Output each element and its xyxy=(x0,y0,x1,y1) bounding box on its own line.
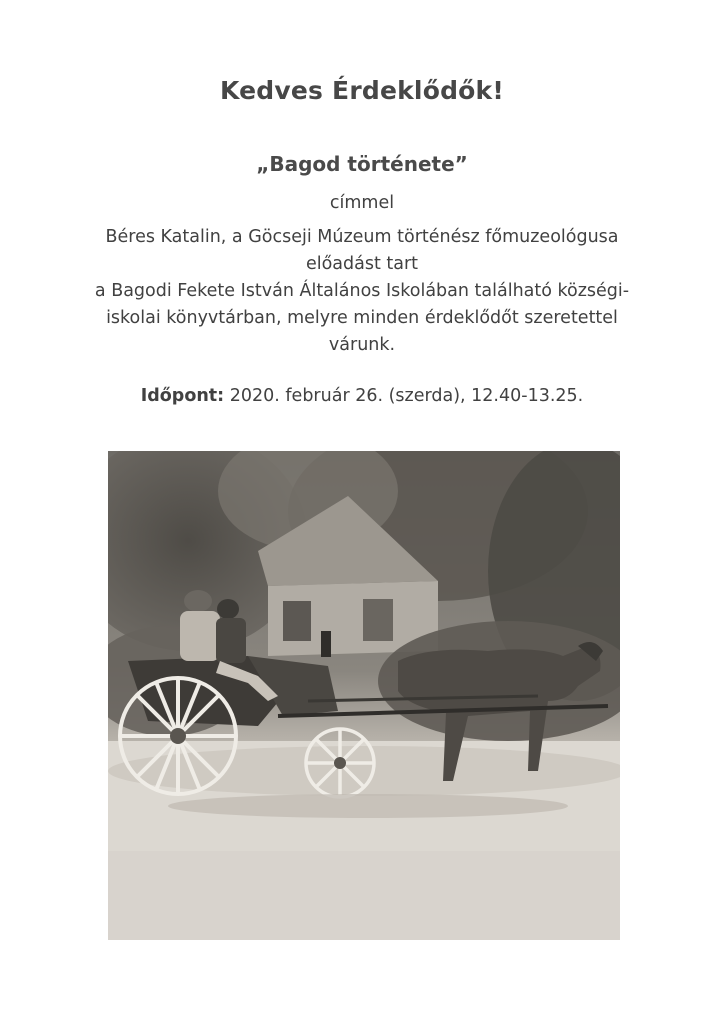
text-line-welcome: várunk. xyxy=(328,335,396,355)
event-time xyxy=(0,386,724,406)
text-line-lecture: előadást tart xyxy=(305,254,419,274)
text-line-speaker: Béres Katalin, a Göcseji Múzeum történész főmuzeológusa xyxy=(105,227,619,247)
text-line-venue: a Bagodi Fekete István Általános Iskolában található községi- xyxy=(94,281,630,301)
event-time-label: Időpont: xyxy=(140,386,225,406)
text-line-titled: címmel xyxy=(329,193,395,213)
lecture-title: „Bagod története” xyxy=(256,152,468,176)
event-time-value: 2020. február 26. (szerda), 12.40-13.25. xyxy=(224,386,584,406)
page-heading: Kedves Érdeklődők! xyxy=(220,76,504,105)
horse-carriage-photo-icon xyxy=(108,451,620,940)
text-line-venue-cont: iskolai könyvtárban, melyre minden érdeklődőt szeretettel xyxy=(106,308,618,328)
